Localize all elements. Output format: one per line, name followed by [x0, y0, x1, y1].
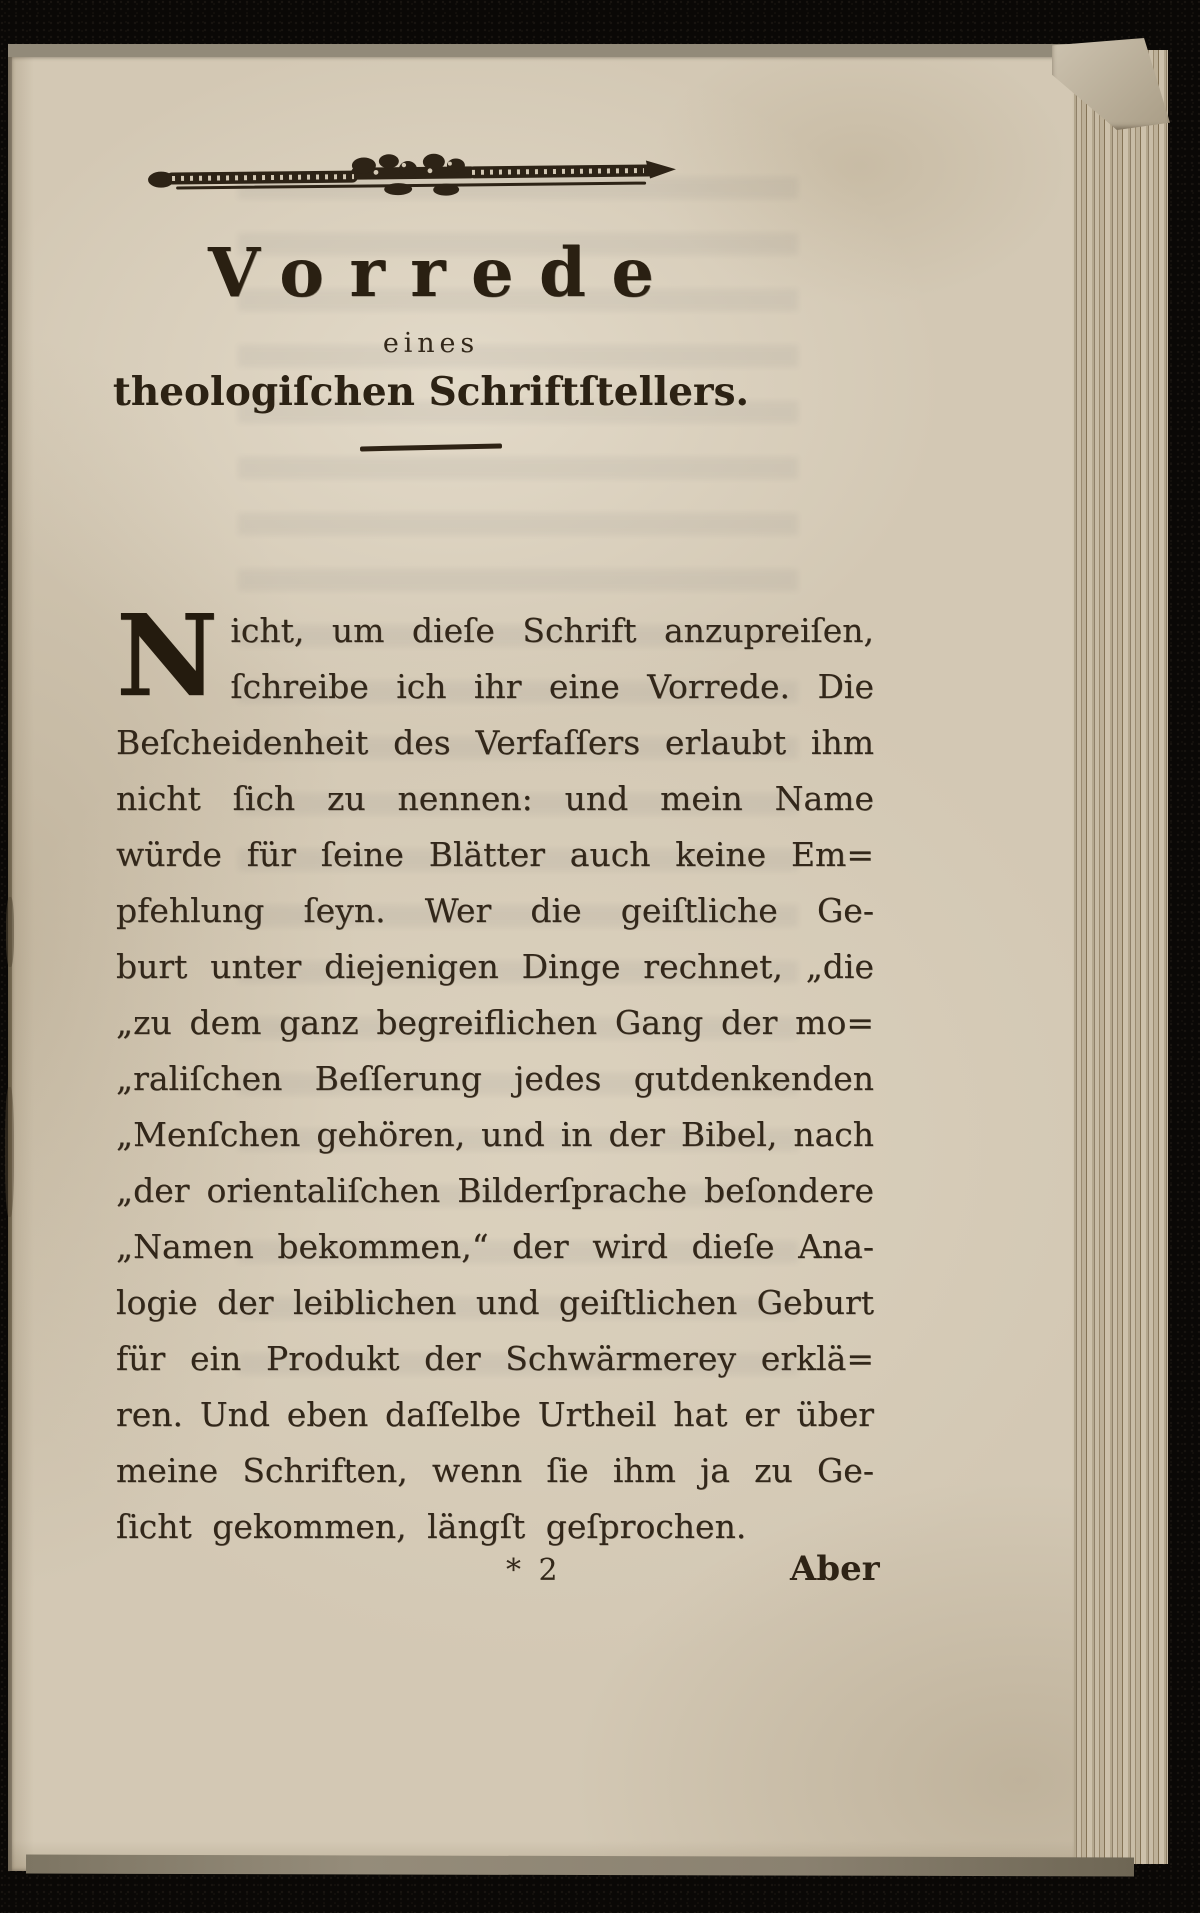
printers-rule-ornament-icon: [146, 148, 678, 200]
text-line: ſchreibe ich ihr eine Vorrede. Die: [230, 667, 874, 706]
signature-mark: * 2: [506, 1553, 562, 1588]
text-line: pfehlung ſeyn. Wer die geiſtliche Ge-: [116, 891, 874, 930]
text-line: „der orientaliſchen Bilderſprache beſondere: [116, 1171, 874, 1210]
page-blemish: [6, 897, 14, 967]
text-line: icht, um dieſe Schrift anzupreiſen,: [230, 611, 874, 650]
text-line: für ein Produkt der Schwärmerey erklä=: [116, 1339, 874, 1378]
text-line: würde für ſeine Blätter auch keine Em=: [116, 835, 874, 874]
dropcap-initial: N: [116, 591, 219, 722]
heading-block: [86, 233, 776, 450]
text-line: meine Schriften, wenn ſie ihm ja zu Ge-: [116, 1451, 874, 1490]
body-paragraph: [116, 591, 874, 1555]
text-line: nicht ſich zu nennen: und mein Name: [116, 779, 874, 818]
text-line: „Namen bekommen,“ der wird dieſe Ana-: [116, 1227, 874, 1266]
text-line: „Menſchen gehören, und in der Bibel, nach: [116, 1115, 874, 1154]
subtitle-author: theologiſchen Schriftſtellers.: [112, 369, 750, 415]
fore-edge-pages: [1074, 50, 1168, 1864]
text-line: logie der leiblichen und geiſtlichen Geburt: [116, 1283, 874, 1322]
text-line: ſicht gekommen, längſt geſprochen.: [116, 1507, 747, 1546]
text-line: „zu dem ganz begreiflichen Gang der mo=: [116, 1003, 874, 1042]
text-line: burt unter diejenigen Dinge rechnet, „die: [116, 947, 874, 986]
text-line: „raliſchen Beſſerung jedes gutdenkenden: [116, 1059, 874, 1098]
page-title: Vorrede: [208, 233, 680, 312]
page-blemish: [5, 1087, 14, 1217]
subtitle-eines: eines: [382, 328, 480, 359]
text-line: ren. Und eben daſſelbe Urtheil hat er über: [116, 1395, 874, 1434]
text-line: Beſcheidenheit des Verfaſſers erlaubt ihm: [116, 723, 874, 762]
catchword: Aber: [790, 1549, 880, 1589]
book-page: [8, 44, 1074, 1871]
bottom-page-edge: [26, 1855, 1134, 1877]
